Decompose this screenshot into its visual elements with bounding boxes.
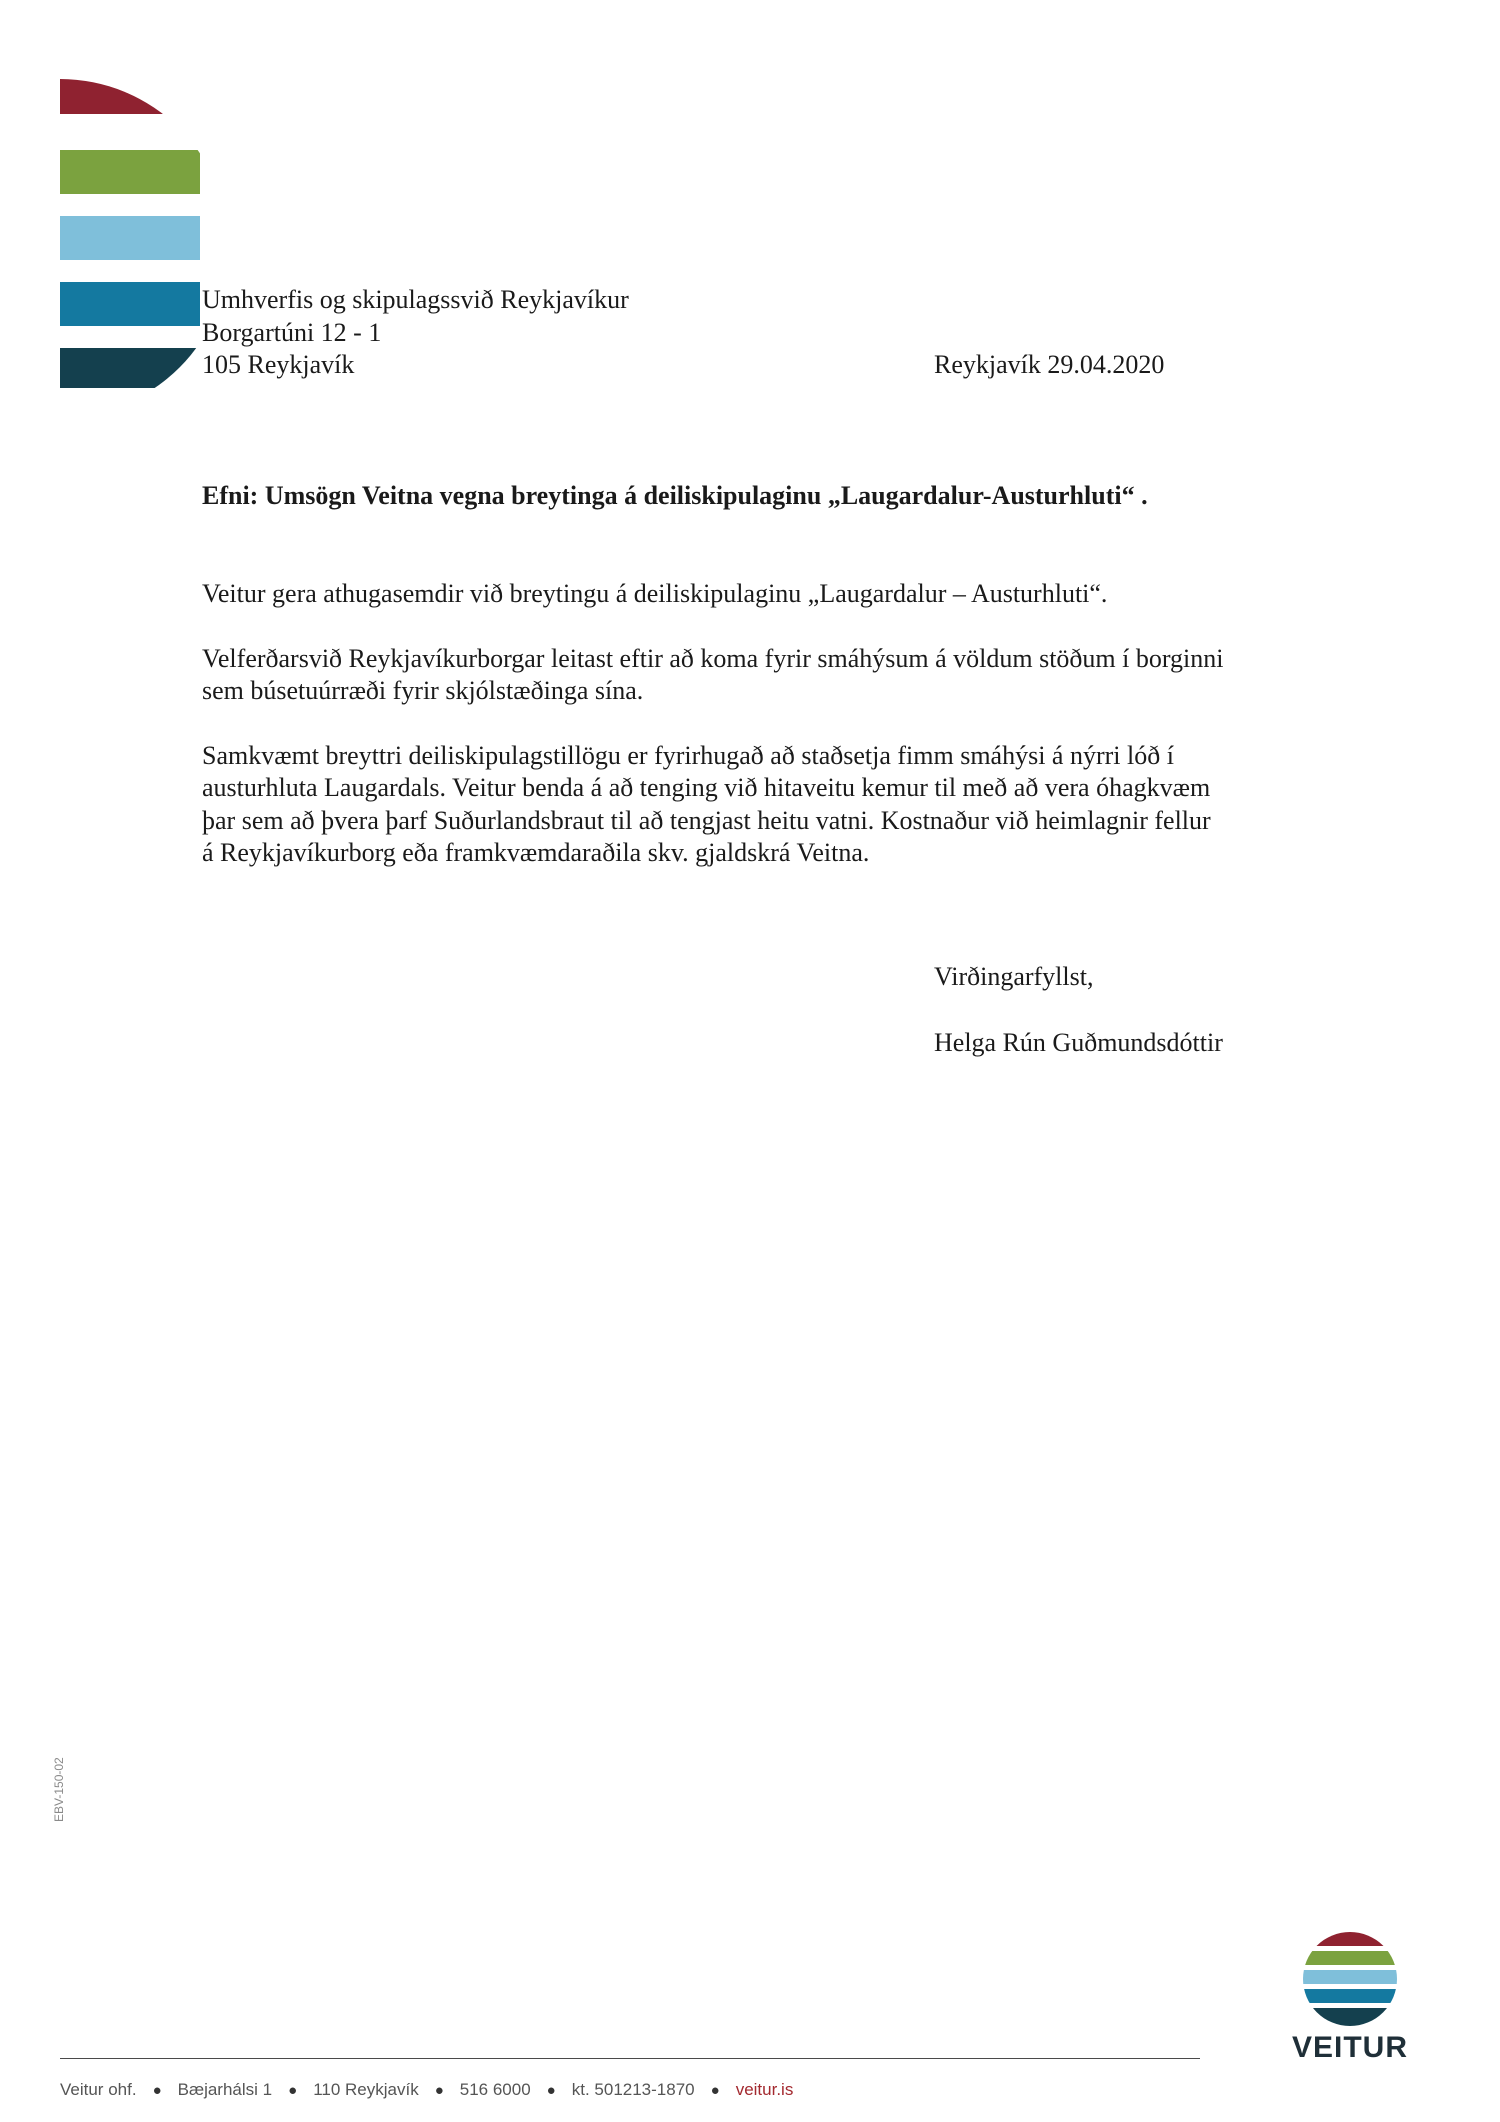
recipient-address <box>202 284 629 382</box>
body-paragraph-2: Velferðarsvið Reykjavíkurborgar leitast eftir að koma fyrir smáhýsum á völdum stöðum í borginni sem búsetuúrræði fyrir skjólstæðinga sína. <box>202 643 1224 705</box>
stripe-light-blue <box>60 216 200 260</box>
company-logo <box>1280 1925 1420 2085</box>
footer <box>60 2080 793 2100</box>
decorative-stripes-graphic <box>0 0 200 400</box>
footer-divider <box>60 2058 1200 2059</box>
footer-company: Veitur ohf. <box>60 2080 137 2099</box>
recipient-line-2: Borgartúni 12 - 1 <box>202 317 382 347</box>
recipient-line-3: 105 Reykjavík <box>202 350 355 379</box>
bullet-separator: ● <box>152 2081 162 2099</box>
recipient-line-1: Umhverfis og skipulagssvið Reykjavíkur <box>202 285 629 314</box>
footer-kt: kt. 501213-1870 <box>571 2080 695 2099</box>
document-code: EBV-150-02 <box>52 1757 66 1822</box>
body-paragraph-1: Veitur gera athugasemdir við breytingu á deiliskipulaginu „Laugardalur – Austurhluti“. <box>202 579 1108 608</box>
bullet-separator: ● <box>434 2081 444 2099</box>
letter-subject: Efni: Umsögn Veitna vegna breytinga á deiliskipulaginu „Laugardalur-Austurhluti“ . <box>202 481 1148 510</box>
logo-wordmark: VEITUR <box>1291 2031 1408 2064</box>
letter-body <box>202 578 1352 902</box>
footer-street: Bæjarhálsi 1 <box>177 2080 273 2099</box>
stripe-red <box>60 78 200 114</box>
stripe-dark-teal <box>60 348 200 388</box>
letter-date: Reykjavík 29.04.2020 <box>934 350 1165 379</box>
closing-salutation: Virðingarfyllst, <box>934 962 1094 991</box>
stripe-teal <box>60 282 200 326</box>
footer-postal: 110 Reykjavík <box>313 2080 419 2099</box>
bullet-separator: ● <box>710 2081 720 2099</box>
footer-phone: 516 6000 <box>459 2080 531 2099</box>
footer-website-link[interactable]: veitur.is <box>735 2080 794 2099</box>
body-paragraph-3: Samkvæmt breyttri deiliskipulagstillögu er fyrirhugað að staðsetja fimm smáhýsi á nýrri lóð í austurhluta Laugardals. Veitur benda á að tenging við hitaveitu kemur til með að vera óhagkvæm þar sem að þvera þarf Suðurlandsbraut til að tengjast heitu vatni. Kostnaður við heimlagnir fellur á Reykjavíkurborg eða framkvæmdaraðila skv. gjaldskrá Veitna. <box>202 740 1211 867</box>
signer-name: Helga Rún Guðmundsdóttir <box>934 1028 1223 1057</box>
bullet-separator: ● <box>288 2081 298 2099</box>
stripe-green <box>60 150 200 194</box>
bullet-separator: ● <box>546 2081 556 2099</box>
veitur-logo-icon <box>1302 1931 1398 2027</box>
